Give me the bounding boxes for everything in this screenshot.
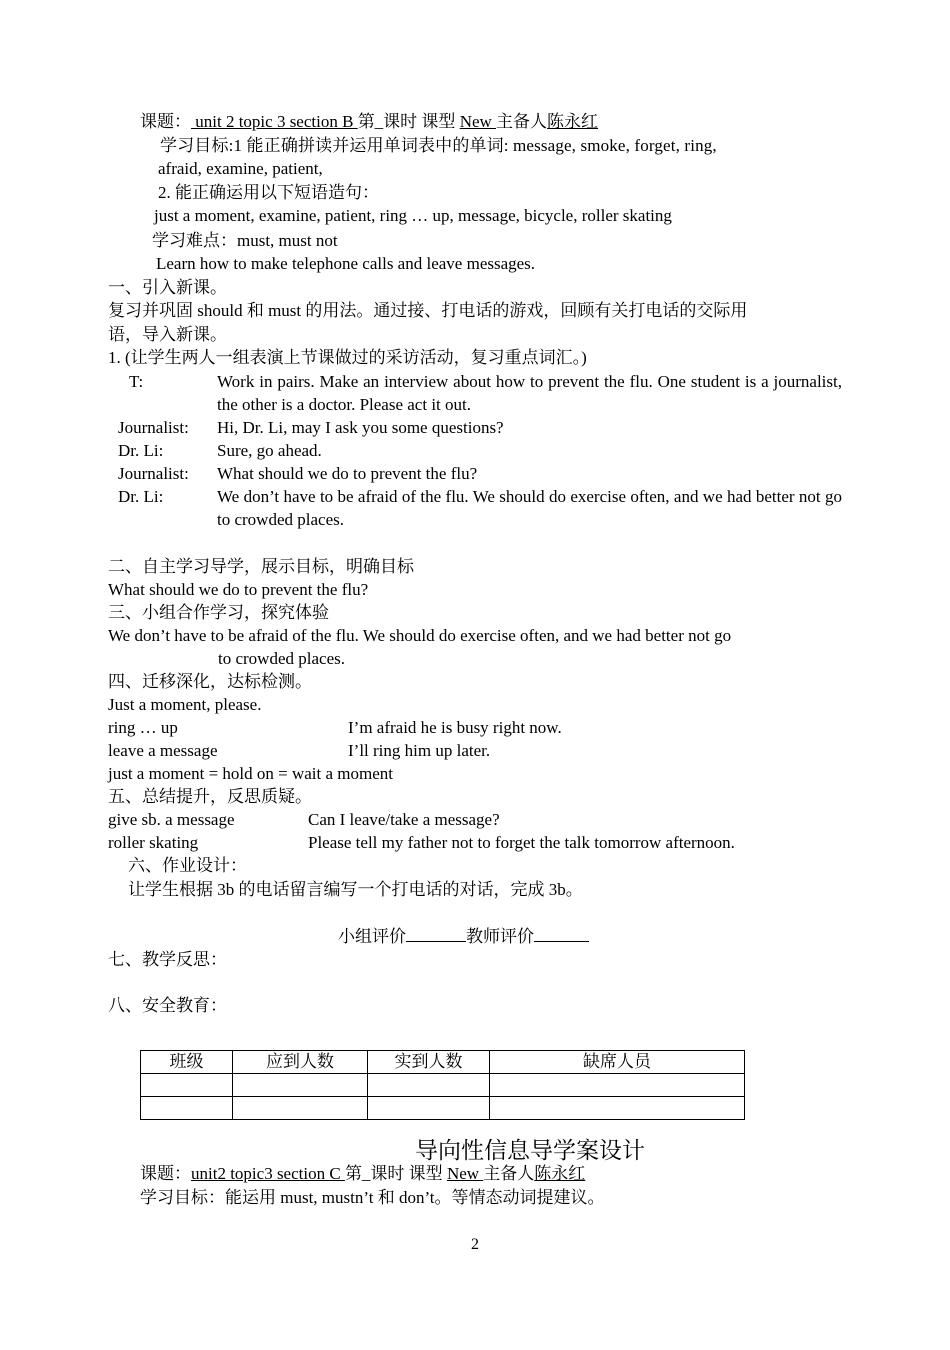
dialogue-speaker: T:: [129, 372, 144, 391]
section6-text: 让学生根据 3b 的电话留言编写一个打电话的对话，完成 3b。: [128, 880, 583, 899]
objectives-line2: afraid, examine, patient,: [158, 159, 323, 178]
difficulty-2: Learn how to make telephone calls and leave messages.: [156, 254, 536, 273]
section5-row-left: roller skating: [108, 833, 199, 852]
dialogue-speaker: Journalist:: [118, 418, 189, 437]
header-expected: 应到人数: [233, 1051, 368, 1074]
section4-heading: 四、迁移深化，达标检测。: [108, 672, 312, 691]
table-row: [141, 1074, 745, 1097]
section2-heading: 二、自主学习导学，展示目标，明确目标: [108, 557, 414, 576]
dialogue-text: We don’t have to be afraid of the flu. We should do exercise often, and we had better not go to crowded places.: [217, 487, 842, 529]
header-present: 实到人数: [368, 1051, 490, 1074]
group-evaluation-blank[interactable]: [406, 927, 466, 942]
dialogue: [118, 370, 843, 535]
next-header-topic: unit2 topic3 section C: [191, 1164, 345, 1183]
header-preparer-label: 主备人: [496, 112, 548, 131]
section2-text: What should we do to prevent the flu?: [108, 580, 369, 599]
dialogue-text: Work in pairs. Make an interview about how to prevent the flu. One student is a journalist, the other is a doctor. Please act it out.: [217, 372, 842, 414]
section5-heading: 五、总结提升，反思质疑。: [108, 787, 312, 806]
section6-heading: 六、作业设计：: [128, 856, 247, 875]
next-objective: 学习目标：能运用 must, mustn’t 和 don’t。等情态动词提建议。: [140, 1188, 605, 1207]
lesson-header: [140, 111, 598, 133]
table-cell[interactable]: [141, 1074, 233, 1097]
table-cell[interactable]: [233, 1074, 368, 1097]
section4-row-right: I’m afraid he is busy right now.: [348, 718, 562, 737]
next-header-type: New: [446, 1164, 484, 1183]
section4-row-left: leave a message: [108, 741, 218, 760]
table-cell[interactable]: [490, 1074, 745, 1097]
objectives-line4: just a moment, examine, patient, ring … up, message, bicycle, roller skating: [154, 206, 672, 225]
header-mid: 第_课时 课型: [357, 112, 456, 131]
table-cell[interactable]: [141, 1097, 233, 1120]
section5-row-left: give sb. a message: [108, 810, 235, 829]
dialogue-text: Hi, Dr. Li, may I ask you some questions?: [217, 418, 504, 437]
section8-heading: 八、安全教育：: [108, 996, 227, 1015]
header-label: 课题：: [140, 112, 191, 131]
dialogue-speaker: Dr. Li:: [118, 487, 164, 506]
attendance-table: [140, 1050, 745, 1120]
evaluation-line: [338, 926, 589, 948]
section3-text-line2: to crowded places.: [218, 649, 345, 668]
header-absent: 缺席人员: [490, 1051, 745, 1074]
dialogue-text: Sure, go ahead.: [217, 441, 322, 460]
dialogue-speaker: Journalist:: [118, 464, 189, 483]
section4-line1: Just a moment, please.: [108, 695, 262, 714]
section1-item1: 1. (让学生两人一组表演上节课做过的采访活动，复习重点词汇。): [108, 348, 587, 367]
difficulty: 学习难点：must, must not: [152, 231, 338, 250]
next-preparer-label: 主备人: [483, 1164, 535, 1183]
page-number: 2: [471, 1236, 479, 1253]
dialogue-text: What should we do to prevent the flu?: [217, 464, 478, 483]
section3-heading: 三、小组合作学习，探究体验: [108, 603, 329, 622]
objectives-line1: 学习目标:1 能正确拼读并运用单词表中的单词: message, smoke, forget, ring,: [160, 136, 717, 155]
header-topic: unit 2 topic 3 section B: [191, 112, 358, 131]
table-cell[interactable]: [233, 1097, 368, 1120]
section5-row-right: Can I leave/take a message?: [308, 810, 500, 829]
objectives-line3: 2. 能正确运用以下短语造句：: [158, 183, 379, 202]
header-type: New: [459, 112, 497, 131]
next-title: 导向性信息导学案设计: [415, 1138, 645, 1164]
header-preparer: 陈永红: [547, 112, 599, 131]
section4-row-left: ring … up: [108, 718, 178, 737]
section7-heading: 七、教学反思：: [108, 950, 227, 969]
section5-row-right: Please tell my father not to forget the talk tomorrow afternoon.: [308, 833, 735, 852]
group-evaluation-label: 小组评价: [338, 927, 406, 946]
section1-para-line1: 复习并巩固 should 和 must 的用法。通过接、打电话的游戏，回顾有关打电话的交际用: [108, 301, 748, 320]
table-cell[interactable]: [490, 1097, 745, 1120]
section1-heading: 一、引入新课。: [108, 278, 227, 297]
table-row: [141, 1097, 745, 1120]
next-header-mid: 第_课时 课型: [344, 1164, 443, 1183]
next-header-label: 课题：: [140, 1164, 191, 1183]
next-preparer: 陈永红: [534, 1164, 586, 1183]
section4-line4: just a moment = hold on = wait a moment: [108, 764, 393, 783]
header-class: 班级: [141, 1051, 233, 1074]
next-header: [140, 1163, 585, 1185]
table-cell[interactable]: [368, 1074, 490, 1097]
section3-text-line1: We don’t have to be afraid of the flu. We should do exercise often, and we had better not go: [108, 626, 732, 645]
teacher-evaluation-label: 教师评价: [466, 927, 534, 946]
table-header-row: [141, 1051, 745, 1074]
teacher-evaluation-blank[interactable]: [534, 927, 589, 942]
section4-row-right: I’ll ring him up later.: [348, 741, 491, 760]
table-cell[interactable]: [368, 1097, 490, 1120]
section1-para-line2: 语，导入新课。: [108, 325, 227, 344]
dialogue-speaker: Dr. Li:: [118, 441, 164, 460]
